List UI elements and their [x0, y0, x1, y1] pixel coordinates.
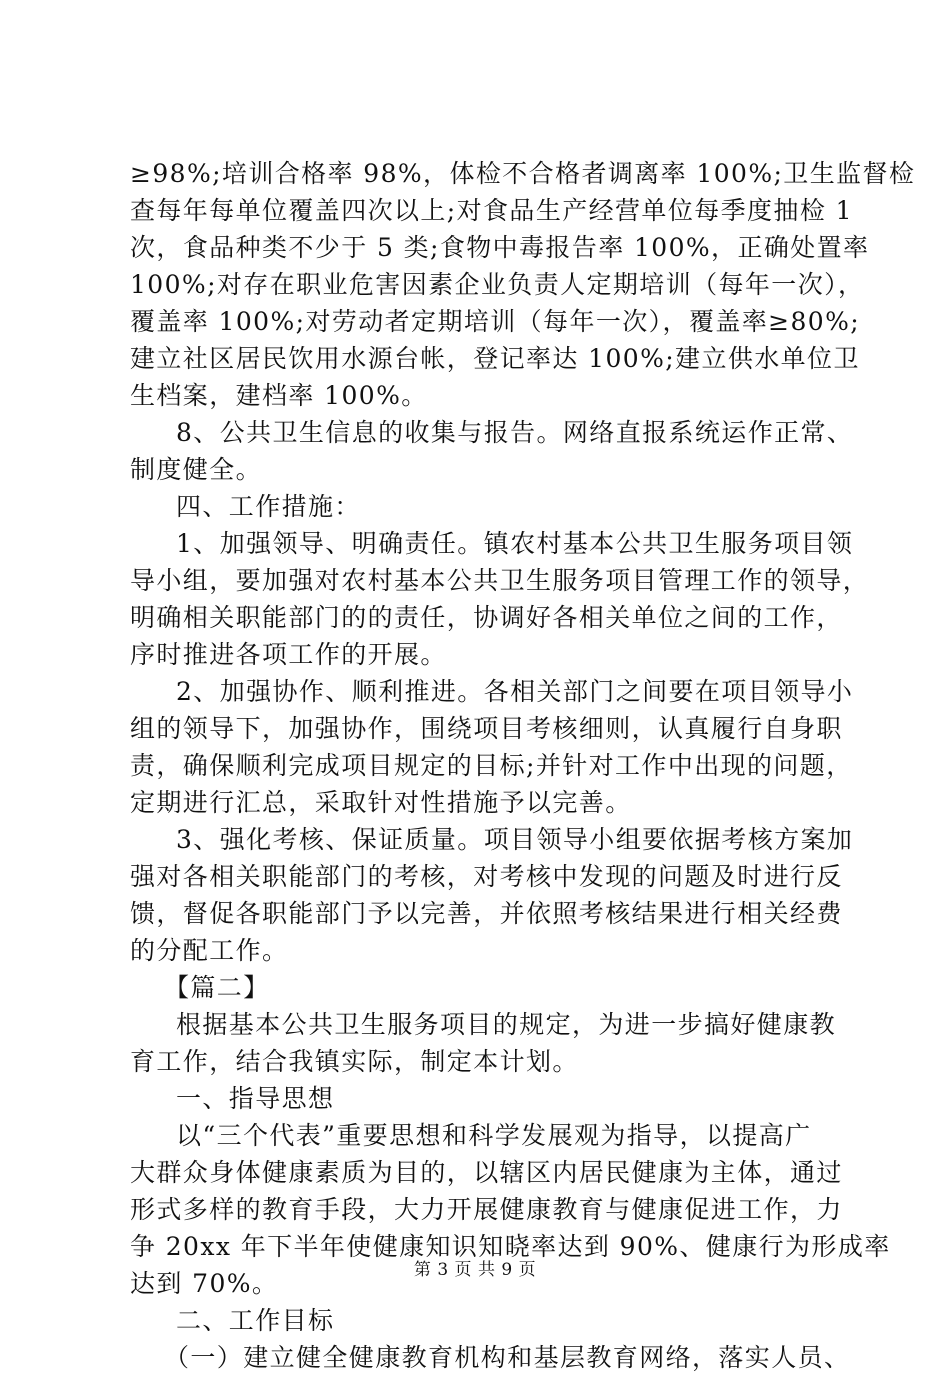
text-line: 馈，督促各职能部门予以完善，并依照考核结果进行相关经费: [130, 899, 843, 928]
text-line: 覆盖率 100%;对劳动者定期培训（每年一次），覆盖率≥80%;: [130, 307, 861, 336]
text-line: 的分配工作。: [130, 936, 289, 965]
text-line: 责，确保顺利完成项目规定的目标;并针对工作中出现的问题，: [130, 751, 853, 780]
text-line: 序时推进各项工作的开展。: [130, 640, 447, 669]
text-line: 2、加强协作、顺利推进。各相关部门之间要在项目领导小: [176, 677, 854, 706]
document-body: [130, 155, 916, 1376]
text-line: 组的领导下，加强协作，围绕项目考核细则，认真履行自身职: [130, 714, 843, 743]
text-line: 次，食品种类不少于 5 类;食物中毒报告率 100%，正确处置率: [130, 233, 870, 262]
text-line: 生档案，建档率 100%。: [130, 381, 428, 410]
text-line: 1、加强领导、明确责任。镇农村基本公共卫生服务项目领: [176, 529, 854, 558]
text-line: （一）建立健全健康教育机构和基层教育网络，落实人员、: [164, 1343, 851, 1372]
text-line: 8、公共卫生信息的收集与报告。网络直报系统运作正常、: [176, 418, 854, 447]
text-line: 达到 70%。: [130, 1269, 279, 1298]
text-line: 3、强化考核、保证质量。项目领导小组要依据考核方案加: [176, 825, 854, 854]
text-line: 育工作，结合我镇实际，制定本计划。: [130, 1047, 579, 1076]
page-footer: [0, 1255, 950, 1280]
text-line: 以“三个代表”重要思想和科学发展观为指导，以提高广: [176, 1121, 812, 1150]
section-heading: 二、工作目标: [176, 1306, 335, 1335]
text-line: 根据基本公共卫生服务项目的规定，为进一步搞好健康教: [176, 1010, 837, 1039]
text-line: 建立社区居民饮用水源台帐，登记率达 100%;建立供水单位卫: [130, 344, 860, 373]
text-line: 强对各相关职能部门的考核，对考核中发现的问题及时进行反: [130, 862, 843, 891]
text-line: 争 20xx 年下半年使健康知识知晓率达到 90%、健康行为形成率: [130, 1232, 891, 1261]
text-line: ≥98%;培训合格率 98%，体检不合格者调离率 100%;卫生监督检: [130, 159, 916, 188]
text-line: 100%;对存在职业危害因素企业负责人定期培训（每年一次），: [130, 270, 865, 299]
text-line: 大群众身体健康素质为目的，以辖区内居民健康为主体，通过: [130, 1158, 843, 1187]
text-line: 明确相关职能部门的的责任，协调好各相关单位之间的工作，: [130, 603, 843, 632]
text-line: 查每年每单位覆盖四次以上;对食品生产经营单位每季度抽检 1: [130, 196, 853, 225]
text-line: 形式多样的教育手段，大力开展健康教育与健康促进工作，力: [130, 1195, 843, 1224]
section-heading: 一、指导思想: [176, 1084, 335, 1113]
text-line: 定期进行汇总，采取针对性措施予以完善。: [130, 788, 632, 817]
section-heading: 四、工作措施：: [176, 492, 361, 521]
page-number: 第 3 页 共 9 页: [413, 1260, 537, 1280]
text-line: 制度健全。: [130, 455, 263, 484]
text-line: 导小组，要加强对农村基本公共卫生服务项目管理工作的领导，: [130, 566, 870, 595]
section-heading: 【篇二】: [164, 973, 270, 1002]
